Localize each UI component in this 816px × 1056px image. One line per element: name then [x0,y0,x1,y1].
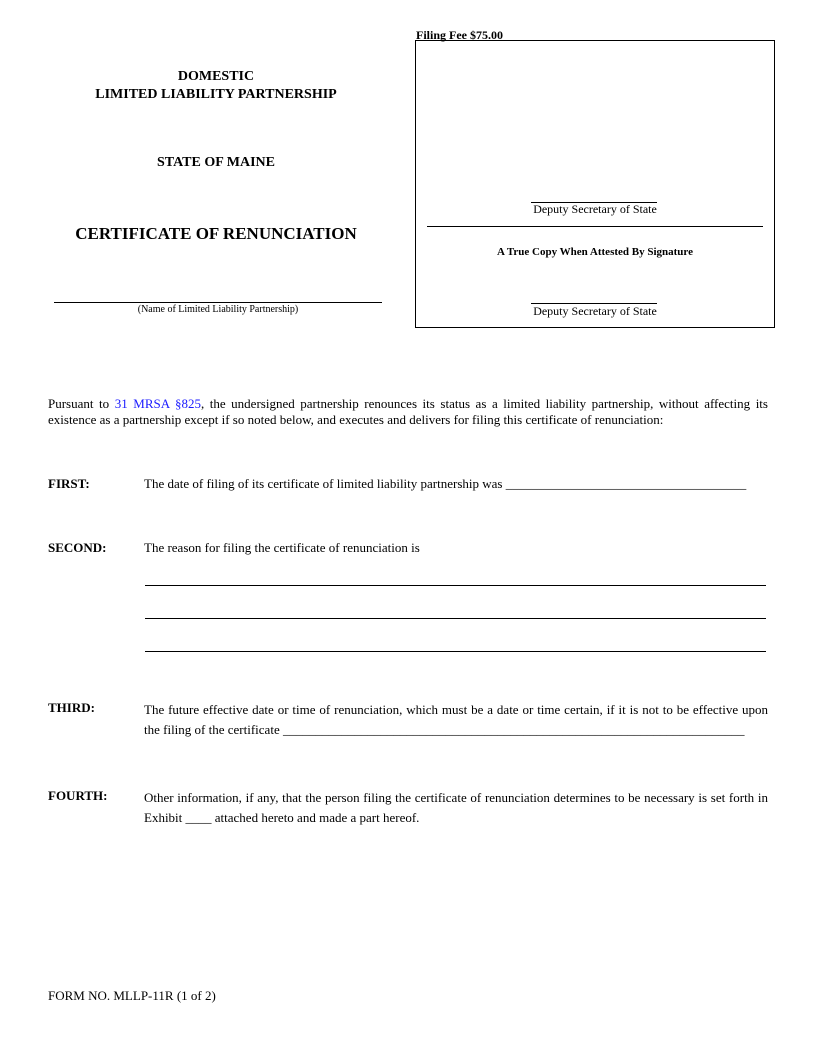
intro-paragraph [48,396,768,428]
state-label: STATE OF MAINE [157,155,275,170]
partnership-name-caption: (Name of Limited Liability Partnership) [137,304,299,315]
domestic-label: DOMESTIC [177,69,255,84]
deputy-label-top: Deputy Secretary of State [533,202,657,216]
deputy-label-bottom: Deputy Secretary of State [533,304,657,318]
intro-prefix: Pursuant to [48,396,115,411]
box-divider [427,226,763,227]
true-copy-label: A True Copy When Attested By Signature [497,246,693,258]
partnership-name-line[interactable] [54,302,382,303]
fourth-label: FOURTH: [48,788,108,803]
fourth-text: Other information, if any, that the person filing the certificate of renunciation determines to be necessary is set forth in Exhibit ____ attached hereto and made a part hereof. [144,790,768,825]
filing-fee: Filing Fee $75.00 [416,28,503,42]
filing-stamp-box [415,40,775,328]
first-label: FIRST: [48,476,90,491]
reason-line-3[interactable] [145,651,766,652]
form-number: FORM NO. MLLP-11R (1 of 2) [48,988,216,1003]
third-label: THIRD: [48,700,95,715]
reason-line-2[interactable] [145,618,766,619]
certificate-title: CERTIFICATE OF RENUNCIATION [75,224,357,243]
second-text: The reason for filing the certificate of renunciation is [144,540,420,555]
first-text: The date of filing of its certificate of limited liability partnership was _____________________________________ [144,476,747,491]
third-text: The future effective date or time of renunciation, which must be a date or time certain, if it is not to be effective upon the filing of the certificate _______________________________________________________________________ [144,702,768,737]
form-heading [40,68,392,104]
second-label: SECOND: [48,540,107,555]
reason-line-1[interactable] [145,585,766,586]
intro-suffix: , the undersigned partnership renounces its status as a limited liability partnership, without affecting its existence as a partnership except if so noted below, and executes and delivers for filing this certificate of renunciation: [48,396,768,427]
statute-link[interactable]: 31 MRSA §825 [114,396,201,411]
llp-label: LIMITED LIABILITY PARTNERSHIP [95,87,337,102]
